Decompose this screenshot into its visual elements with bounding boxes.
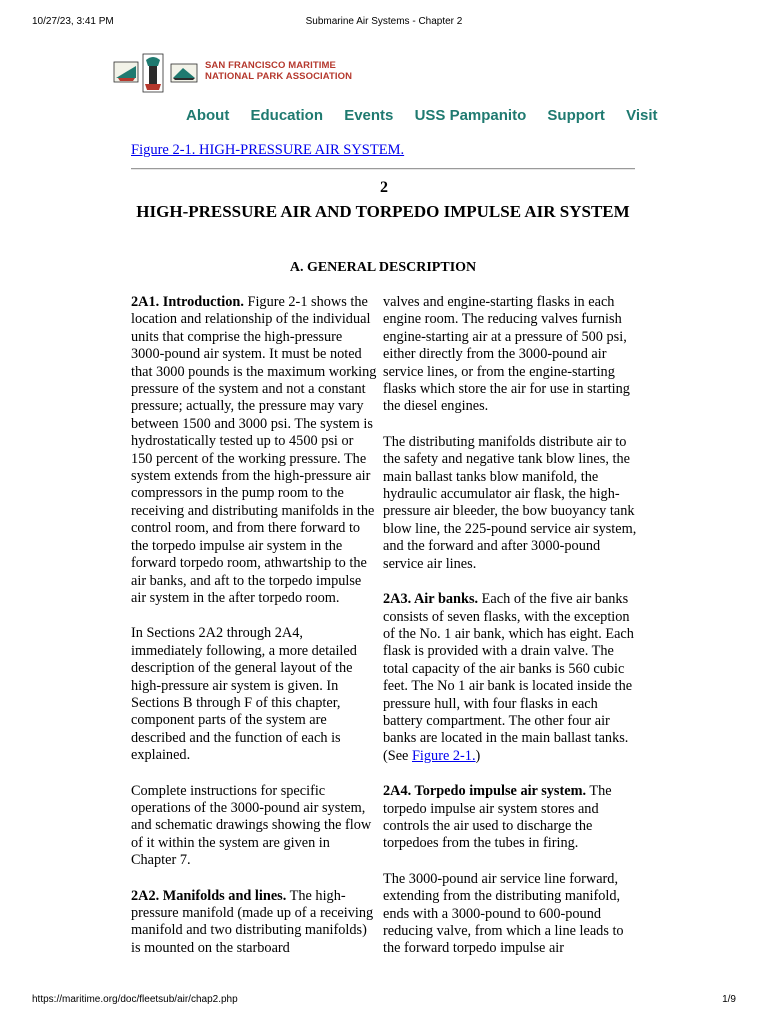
left-column [131, 294, 377, 975]
chapter-title: HIGH-PRESSURE AIR AND TORPEDO IMPULSE AIR SYSTEM [136, 202, 630, 221]
figure-2-1-link[interactable]: Figure 2-1. HIGH-PRESSURE AIR SYSTEM. [131, 142, 405, 158]
paragraph-body: Each of the five air banks consists of seven flasks, with the exception of the No. 1 air bank, which has eight. Each flask is provided with a drain valve. The total capacity of the air banks is 560 cubic feet. The No 1 air bank is located inside the pressure hull, with four flasks in each battery compartment. The other four air banks are located in the main ballast tanks. (See [383, 591, 634, 764]
paragraph-sections: In Sections 2A2 through 2A4, immediately following, a more detailed description of the general layout of the high-pressure air system is given. In Sections B through F of this chapter, component parts of the system are described and the function of each is explained. [131, 625, 357, 764]
maritime-logo[interactable] [113, 52, 353, 94]
print-url: https://maritime.org/doc/fleetsub/air/chap2.php [32, 994, 238, 1005]
nav-visit[interactable]: Visit [626, 107, 658, 124]
nav-support[interactable]: Support [547, 107, 605, 124]
main-nav [186, 107, 658, 129]
paragraph-2a1 [131, 294, 377, 607]
logo-line-1: SAN FRANCISCO MARITIME [205, 60, 336, 71]
paragraph-end: ) [475, 747, 481, 764]
print-title: Submarine Air Systems - Chapter 2 [305, 16, 463, 27]
paragraph-heading: 2A3. Air banks. [383, 591, 479, 608]
section-heading: A. GENERAL DESCRIPTION [289, 260, 477, 275]
print-page-number: 1/9 [722, 994, 736, 1005]
paragraph-reducing-valves: valves and engine-starting flasks in each engine room. The reducing valves furnish engine-starting air at a pressure of 500 psi, either directly from the 3000-pound air service lines, or from the engine-starting flasks which store the air for use in starting the diesel engines. [383, 294, 630, 415]
maritime-association-logo-icon [113, 52, 203, 94]
paragraph-body: The high-pressure manifold (made up of a receiving manifold and two distributing manifolds) is mounted on the starboard [131, 887, 374, 956]
paragraph-air-service-line: The 3000-pound air service line forward, extending from the distributing manifold, ends with a 3000-pound to 600-pound reducing valve, from which a line leads to the forward torpedo impulse air [383, 870, 624, 957]
nav-about[interactable]: About [186, 107, 230, 124]
print-header [0, 16, 768, 30]
horizontal-rule [131, 168, 635, 170]
nav-events[interactable]: Events [344, 107, 394, 124]
paragraph-heading: 2A4. Torpedo impulse air system. [383, 783, 587, 800]
paragraph-2a3 [383, 591, 639, 765]
paragraph-heading: 2A1. Introduction. [131, 294, 244, 310]
logo-line-2: NATIONAL PARK ASSOCIATION [205, 71, 353, 82]
print-footer [0, 994, 768, 1008]
paragraph-distributing-manifolds: The distributing manifolds distribute air to the safety and negative tank blow lines, the main ballast tanks blow manifold, the hydraulic accumulator air flask, the high-pressure air bleeder, the bow buoyancy tank blow line, the 225-pound service air system, and the forward and after 3000-pound service air lines. [383, 433, 637, 572]
right-column [383, 294, 639, 976]
print-datetime: 10/27/23, 3:41 PM [32, 16, 114, 27]
paragraph-instructions: Complete instructions for specific operations of the 3000-pound air system, and schematic drawings showing the flow of it within the system are given in Chapter 7. [131, 782, 372, 869]
paragraph-body: The torpedo impulse air system stores and controls the air used to discharge the torpedoes from the tubes in firing. [383, 783, 612, 852]
paragraph-body: Figure 2-1 shows the location and relationship of the individual units that comprise the high-pressure 3000-pound air system. It must be noted that 3000 pounds is the maximum working pressure of the system and not a constant pressure; actually, the pressure may vary between 1500 and 3000 psi. The system is hydrostatically tested up to 4500 psi or 150 percent of the working pressure. The system extends from the high-pressure air compressors in the pump room to the receiving and distributing manifolds in the control room, and from there forward to the torpedo impulse air system in the forward torpedo room, athwartship to the air banks, and aft to the torpedo impulse air system in the after torpedo room. [131, 294, 377, 606]
paragraph-2a4 [383, 783, 639, 853]
nav-uss-pampanito[interactable]: USS Pampanito [414, 107, 527, 124]
chapter-number: 2 [380, 179, 388, 196]
paragraph-2a2 [131, 888, 377, 958]
nav-education[interactable]: Education [250, 107, 324, 124]
logo-text [205, 60, 352, 82]
figure-2-1-inline-link[interactable]: Figure 2-1. [411, 747, 476, 764]
paragraph-heading: 2A2. Manifolds and lines. [131, 887, 287, 904]
